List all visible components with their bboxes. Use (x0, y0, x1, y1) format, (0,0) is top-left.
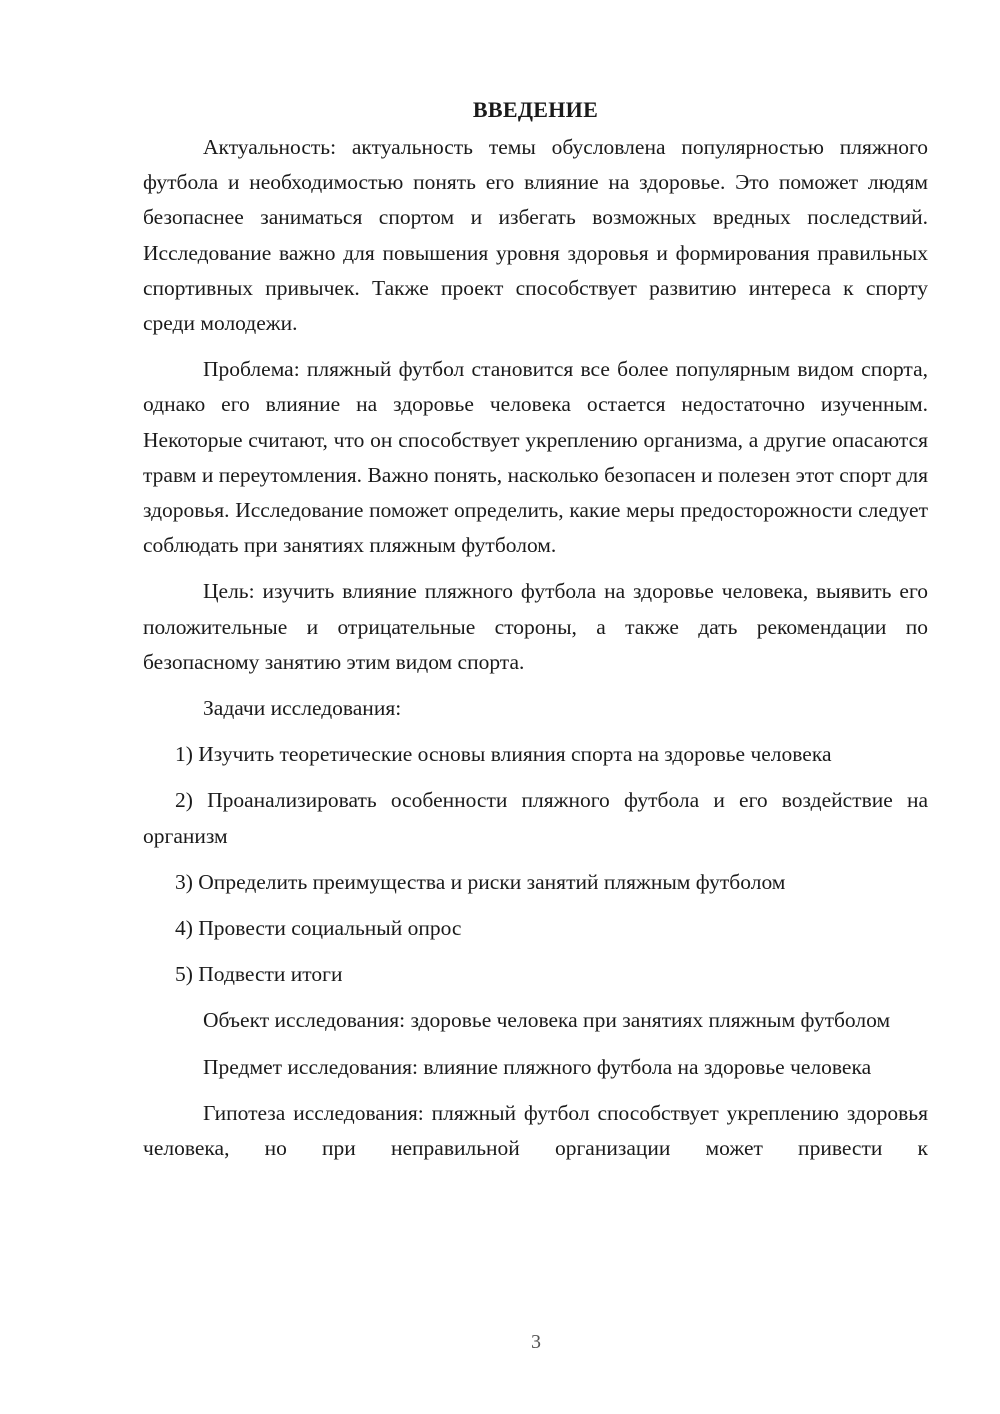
task-item-4: 4) Провести социальный опрос (175, 916, 462, 941)
paragraph-relevance: Актуальность: актуальность темы обусловлена популярностью пляжного футбола и необходимостью понять его влияние на здоровье. Это поможет людям безопаснее заниматься спортом и избегать возможных вредных последствий. Исследование важно для повышения уровня здоровья и формирования правильных спортивных привычек. Также проект способствует развитию интереса к спорту среди молодежи. (143, 135, 928, 336)
paragraph-subject: Предмет исследования: влияние пляжного футбола на здоровье человека (203, 1054, 872, 1079)
page-title: ВВЕДЕНИЕ (472, 97, 599, 122)
paragraph-object: Объект исследования: здоровье человека при занятиях пляжным футболом (203, 1008, 891, 1033)
document-page (143, 92, 928, 1166)
task-item-3: 3) Определить преимущества и риски занятий пляжным футболом (175, 869, 786, 894)
task-item-1: 1) Изучить теоретические основы влияния спорта на здоровье человека (175, 742, 832, 767)
page-number: 3 (531, 1331, 541, 1353)
paragraph-problem: Проблема: пляжный футбол становится все более популярным видом спорта, однако его влияние на здоровье человека остается недостаточно изученным. Некоторые считают, что он способствует укреплению организма, а другие опасаются травм и переутомления. Важно понять, насколько безопасен и полезен этот спорт для здоровья. Исследование поможет определить, какие меры предосторожности следует соблюдать при занятиях пляжным футболом. (143, 357, 928, 558)
paragraph-hypothesis: Гипотеза исследования: пляжный футбол способствует укреплению здоровья человека, но при неправильной организации может привести к (143, 1100, 928, 1161)
task-item-5: 5) Подвести итоги (175, 962, 343, 987)
paragraph-tasks-title: Задачи исследования: (203, 696, 402, 721)
paragraph-goal: Цель: изучить влияние пляжного футбола на здоровье человека, выявить его положительные и отрицательные стороны, а также дать рекомендации по безопасному занятию этим видом спорта. (143, 579, 928, 674)
task-item-2: 2) Проанализировать особенности пляжного футбола и его воздействие на организм (143, 788, 928, 848)
